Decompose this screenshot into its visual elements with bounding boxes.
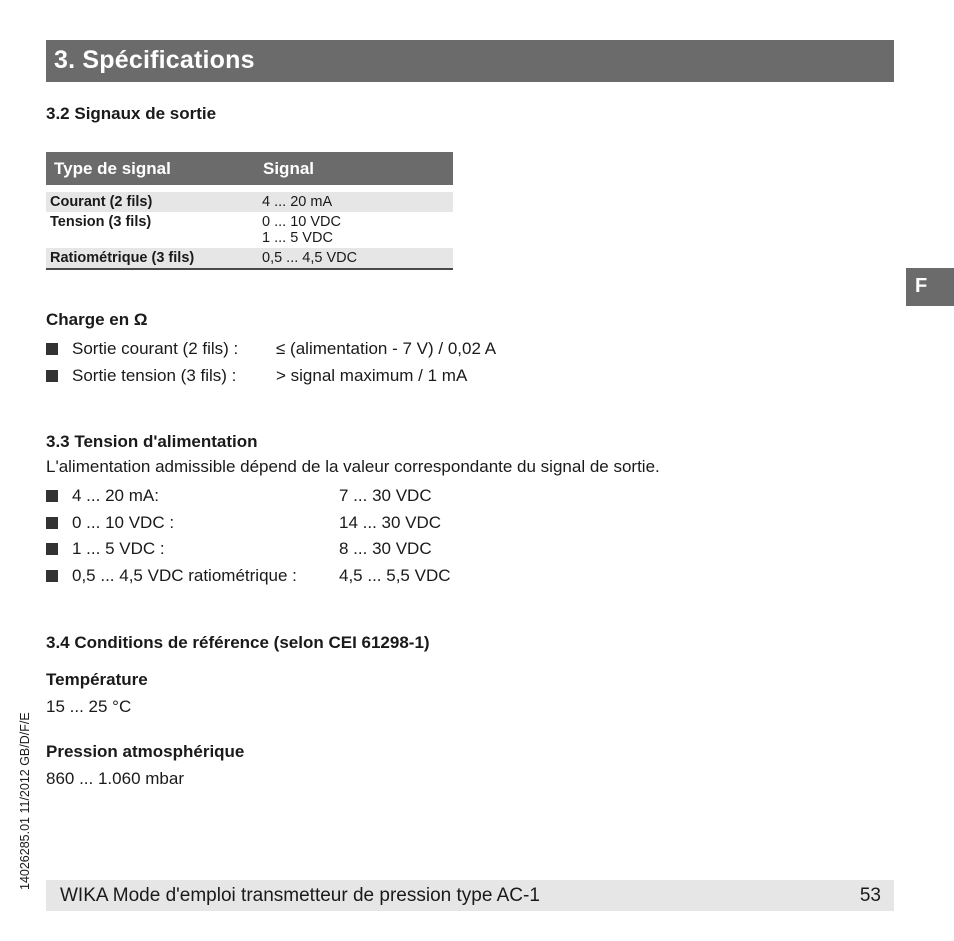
- table-cell-signal: 0,5 ... 4,5 VDC: [255, 248, 453, 269]
- bullet-square-icon: [46, 343, 58, 355]
- list-item-value: 7 ... 30 VDC: [339, 486, 432, 505]
- chapter-tab-letter: F: [915, 275, 928, 297]
- table-cell-signal-line: 1 ... 5 VDC: [262, 230, 333, 246]
- list-item-value: ≤ (alimentation - 7 V) / 0,02 A: [276, 339, 497, 358]
- temperature-title: Température: [46, 670, 148, 689]
- table-cell-signal-line: 0 ... 10 VDC: [262, 214, 341, 230]
- table-cell-signal: 4 ... 20 mA: [255, 192, 453, 212]
- table-cell-signal: [255, 212, 453, 248]
- list-item-label: 0 ... 10 VDC :: [72, 513, 175, 532]
- table-cell-type: Ratiométrique (3 fils): [46, 248, 255, 269]
- subsection-title-3-4: 3.4 Conditions de référence (selon CEI 61298-1): [46, 633, 430, 652]
- list-item-label: 1 ... 5 VDC :: [72, 539, 165, 558]
- subsection-title-3-3: 3.3 Tension d'alimentation: [46, 432, 258, 451]
- list-item-label: Sortie courant (2 fils) :: [72, 339, 239, 358]
- table-header-signal: Signal: [255, 152, 453, 185]
- table-cell-type: Courant (2 fils): [46, 192, 255, 212]
- section-header: [46, 40, 894, 82]
- subsection-title-3-2: 3.2 Signaux de sortie: [46, 104, 217, 123]
- document-code: 14026285.01 11/2012 GB/D/F/E: [18, 712, 32, 890]
- page-footer: [46, 880, 894, 911]
- bullet-square-icon: [46, 543, 58, 555]
- page-number: 53: [859, 885, 881, 906]
- pressure-value: 860 ... 1.060 mbar: [46, 769, 184, 788]
- list-item-value: > signal maximum / 1 mA: [276, 366, 468, 385]
- bullet-square-icon: [46, 517, 58, 529]
- table-row: [46, 212, 453, 248]
- bullet-square-icon: [46, 570, 58, 582]
- list-item-value: 8 ... 30 VDC: [339, 539, 432, 558]
- chapter-tab: [906, 268, 954, 306]
- table-header-row: [46, 152, 453, 185]
- supply-intro: L'alimentation admissible dépend de la valeur correspondante du signal de sortie.: [46, 457, 660, 476]
- section-title: 3. Spécifications: [54, 46, 255, 74]
- table-header-type: Type de signal: [46, 152, 255, 185]
- charge-title: Charge en Ω: [46, 310, 148, 329]
- footer-text: WIKA Mode d'emploi transmetteur de pression type AC-1: [60, 885, 540, 906]
- pressure-title: Pression atmosphérique: [46, 742, 245, 761]
- temperature-value: 15 ... 25 °C: [46, 697, 132, 716]
- signal-table: [46, 152, 453, 270]
- list-item-label: 0,5 ... 4,5 VDC ratiométrique :: [72, 566, 297, 585]
- list-item-value: 4,5 ... 5,5 VDC: [339, 566, 451, 585]
- list-item-label: Sortie tension (3 fils) :: [72, 366, 237, 385]
- bullet-square-icon: [46, 490, 58, 502]
- table-row: [46, 192, 453, 212]
- list-item-value: 14 ... 30 VDC: [339, 513, 442, 532]
- bullet-square-icon: [46, 370, 58, 382]
- table-cell-type: Tension (3 fils): [50, 214, 152, 230]
- table-row: [46, 248, 453, 269]
- list-item-label: 4 ... 20 mA:: [72, 486, 159, 505]
